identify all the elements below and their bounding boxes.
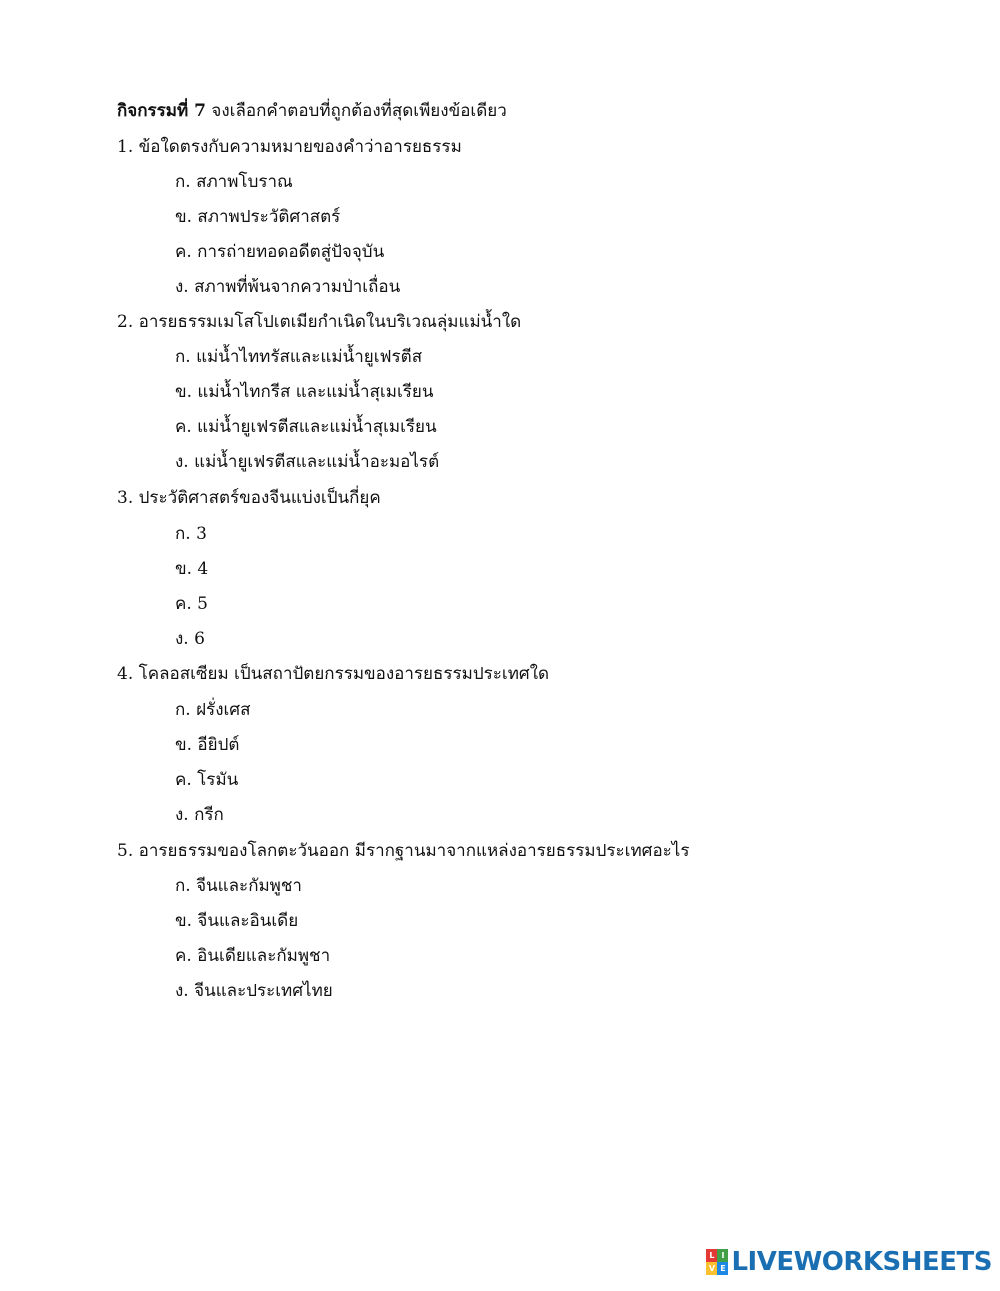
question-4: 4. โคลอสเซียม เป็นสถาปัตยกรรมของอารยธรรมประเทศใด	[117, 664, 550, 684]
badge-letter: L	[706, 1249, 717, 1262]
badge-letter: I	[717, 1249, 728, 1262]
question-2-option-b: ข. แม่น้ำไทกรีส และแม่น้ำสุเมเรียน	[175, 382, 434, 402]
question-2-option-c: ค. แม่น้ำยูเฟรตีสและแม่น้ำสุเมเรียน	[175, 417, 437, 437]
question-3: 3. ประวัติศาสตร์ของจีนแบ่งเป็นกี่ยุค	[117, 488, 381, 508]
live-badge-icon	[706, 1249, 728, 1275]
question-4-option-a: ก. ฝรั่งเศส	[175, 700, 251, 720]
question-1-option-a: ก. สภาพโบราณ	[175, 172, 293, 192]
badge-letter: V	[706, 1262, 717, 1275]
question-4-option-c: ค. โรมัน	[175, 770, 239, 790]
question-1-option-d: ง. สภาพที่พ้นจากความป่าเถื่อน	[175, 277, 401, 297]
question-5: 5. อารยธรรมของโลกตะวันออก มีรากฐานมาจากแหล่งอารยธรรมประเทศอะไร	[117, 841, 690, 861]
question-2: 2. อารยธรรมเมโสโปเตเมียกำเนิดในบริเวณลุ่มแม่น้ำใด	[117, 312, 522, 332]
question-1-option-b: ข. สภาพประวัติศาสตร์	[175, 207, 341, 227]
question-3-option-a: ก. 3	[175, 524, 207, 544]
question-3-option-b: ข. 4	[175, 559, 209, 579]
question-1: 1. ข้อใดตรงกับความหมายของคำว่าอารยธรรม	[117, 137, 462, 157]
question-3-option-c: ค. 5	[175, 594, 208, 614]
question-1-option-c: ค. การถ่ายทอดอดีตสู่ปัจจุบัน	[175, 242, 385, 262]
question-4-option-b: ข. อียิปต์	[175, 735, 240, 755]
liveworksheets-logo	[706, 1247, 992, 1277]
question-5-option-b: ข. จีนและอินเดีย	[175, 911, 299, 931]
question-5-option-d: ง. จีนและประเทศไทย	[175, 981, 333, 1001]
brand-name: LIVEWORKSHEETS	[731, 1247, 992, 1277]
question-2-option-a: ก. แม่น้ำไททรัสและแม่น้ำยูเฟรตีส	[175, 347, 423, 367]
instruction-text: จงเลือกคำตอบที่ถูกต้องที่สุดเพียงข้อเดียว	[205, 101, 507, 121]
activity-number: กิจกรรมที่ 7	[117, 101, 206, 121]
question-3-option-d: ง. 6	[175, 629, 205, 649]
question-5-option-c: ค. อินเดียและกัมพูชา	[175, 946, 331, 966]
badge-letter: E	[717, 1262, 728, 1275]
worksheet-title	[117, 98, 507, 124]
question-4-option-d: ง. กรีก	[175, 805, 224, 825]
question-5-option-a: ก. จีนและกัมพูชา	[175, 876, 302, 896]
question-2-option-d: ง. แม่น้ำยูเฟรตีสและแม่น้ำอะมอไรต์	[175, 452, 440, 472]
